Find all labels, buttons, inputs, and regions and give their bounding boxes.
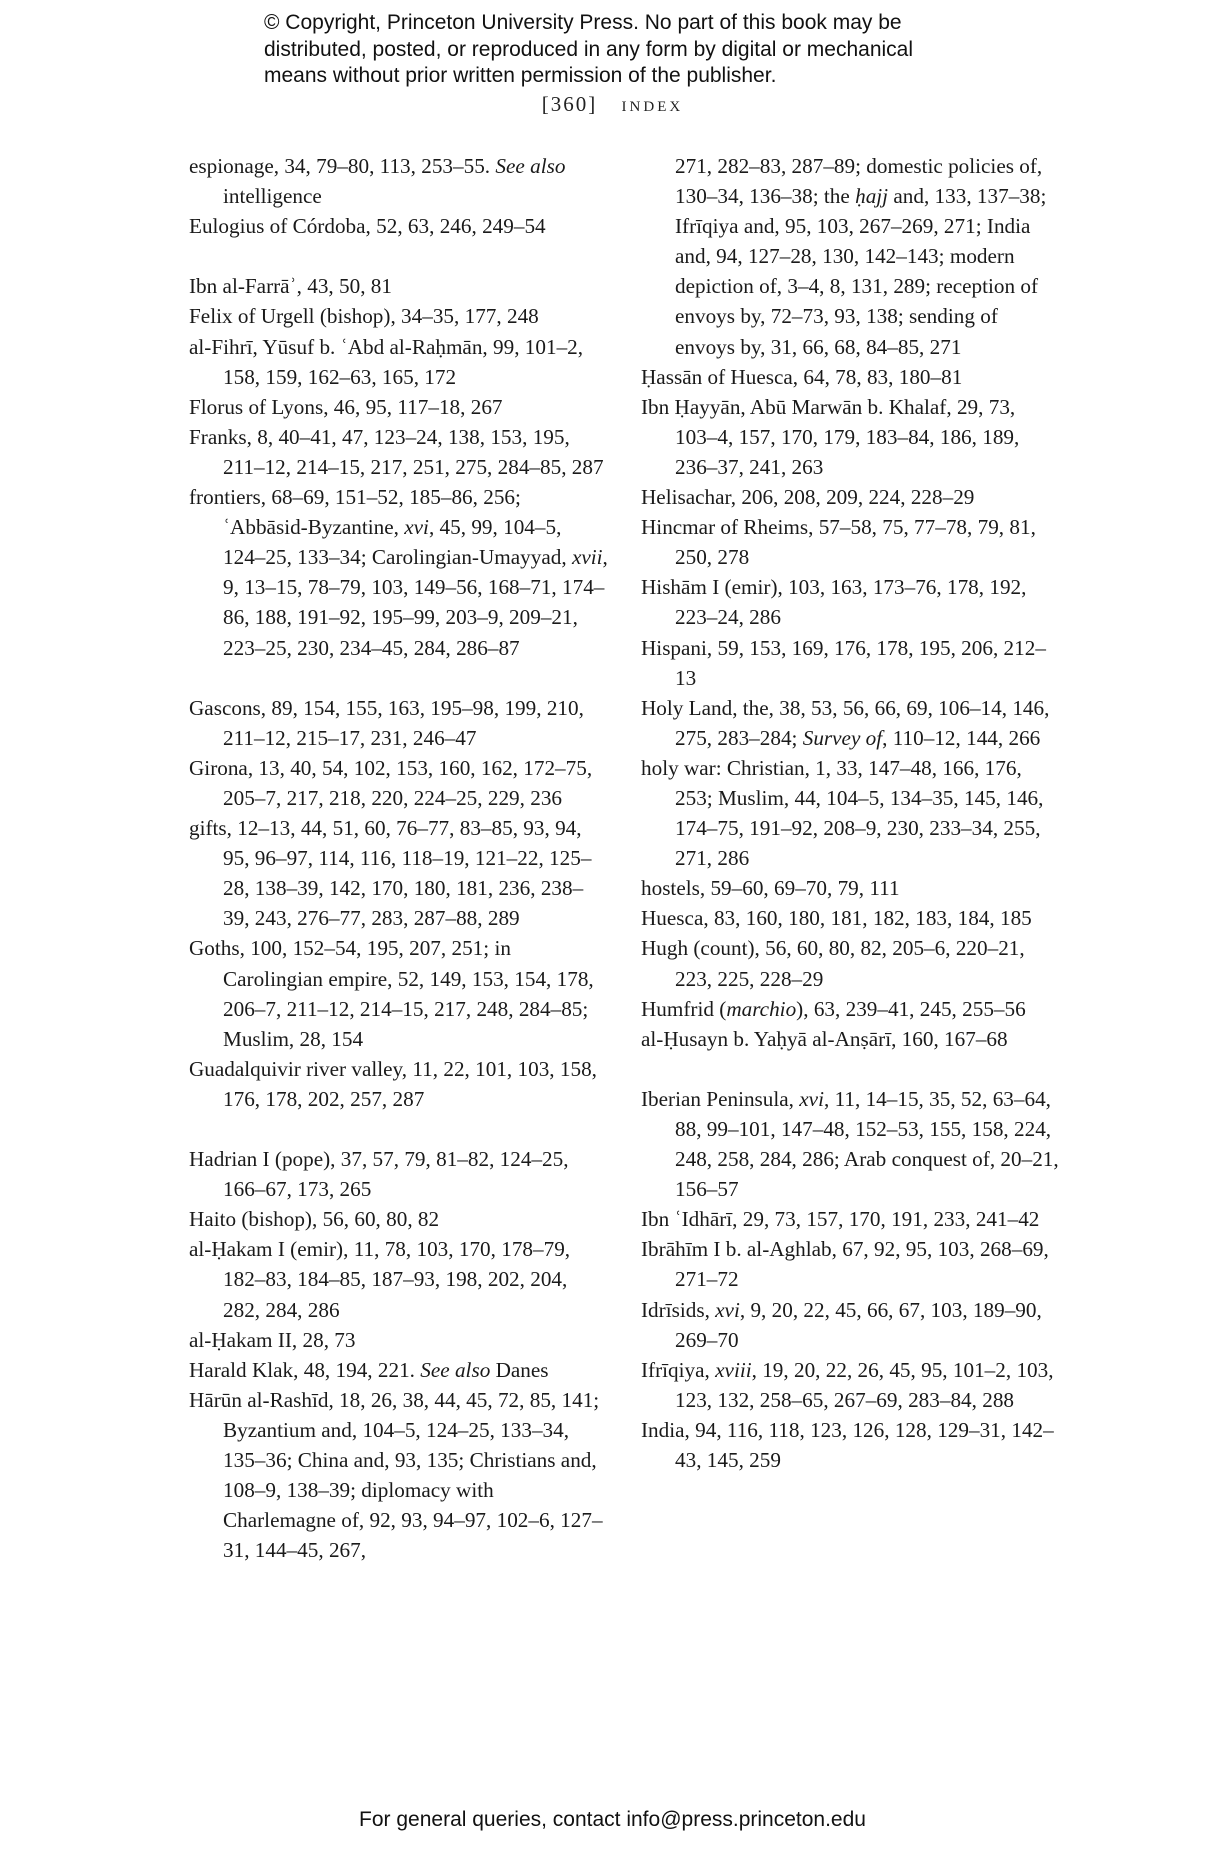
letter-group-gap <box>641 1054 1061 1084</box>
index-entry: Florus of Lyons, 46, 95, 117–18, 267 <box>189 394 503 419</box>
index-entry: Haito (bishop), 56, 60, 80, 82 <box>189 1207 440 1232</box>
index-entry: Goths, 100, 152–54, 195, 207, 251; in Carolingian empire, 52, 149, 153, 154, 178, 206–7, 211–12, 214–15, 217, 248, 284–85; Muslim, 28, 154 <box>189 936 594 1051</box>
index-entry: al-Ḥakam I (emir), 11, 78, 103, 170, 178–79, 182–83, 184–85, 187–93, 198, 202, 204, 282, 284, 286 <box>189 1237 571 1322</box>
letter-group-gap <box>189 663 609 693</box>
index-entry: Harald Klak, 48, 194, 221. See also Danes <box>189 1357 549 1382</box>
copyright-line: means without prior written permission of the publisher. <box>264 64 777 87</box>
index-entry: Gascons, 89, 154, 155, 163, 195–98, 199, 210, 211–12, 215–17, 231, 246–47 <box>189 695 584 750</box>
index-entry: hostels, 59–60, 69–70, 79, 111 <box>641 876 900 901</box>
index-entry: holy war: Christian, 1, 33, 147–48, 166, 176, 253; Muslim, 44, 104–5, 134–35, 145, 146, 174–75, 191–92, 208–9, 230, 233–34, 255, 271, 286 <box>641 755 1044 871</box>
index-entry: frontiers, 68–69, 151–52, 185–86, 256; ʿAbbāsid-Byzantine, xvi, 45, 99, 104–5, 124–25, 133–34; Carolingian-Umayyad, xvii, 9, 13–15, 78–79, 103, 149–56, 168–71, 174–86, 188, 191–92, 195–99, 203–9, 209–21, 223–25, 230, 234–45, 284, 286–87 <box>189 485 608 660</box>
copyright-line: distributed, posted, or reproduced in any form by digital or mechanical <box>264 37 914 61</box>
index-entry: Hincmar of Rheims, 57–58, 75, 77–78, 79, 81, 250, 278 <box>641 515 1036 570</box>
index-entry: Franks, 8, 40–41, 47, 123–24, 138, 153, 195, 211–12, 214–15, 217, 251, 275, 284–85, 287 <box>189 424 604 479</box>
index-column-right <box>641 151 1061 1475</box>
index-entry: Hārūn al-Rashīd, 18, 26, 38, 44, 45, 72, 85, 141; Byzantium and, 104–5, 124–25, 133–34, 135–36; China and, 93, 135; Christians and, 108–9, 138–39; diplomacy with Charlemagne of, 92, 93, 94–97, 102–6, 127–31, 144–45, 267, <box>189 1387 603 1563</box>
index-entry: Hadrian I (pope), 37, 57, 79, 81–82, 124–25, 166–67, 173, 265 <box>189 1147 569 1202</box>
index-entry: Eulogius of Córdoba, 52, 63, 246, 249–54 <box>189 214 546 239</box>
section-title: index <box>621 92 684 116</box>
index-entry: Guadalquivir river valley, 11, 22, 101, 103, 158, 176, 178, 202, 257, 287 <box>189 1056 597 1111</box>
page-number: [360] <box>541 92 598 116</box>
index-entry: al-Ḥusayn b. Yaḥyā al-Anṣārī, 160, 167–68 <box>641 1026 1008 1051</box>
index-entry: Ibn al-Farrāʾ, 43, 50, 81 <box>189 274 392 299</box>
index-entry: Girona, 13, 40, 54, 102, 153, 160, 162, 172–75, 205–7, 217, 218, 220, 224–25, 229, 236 <box>189 755 593 810</box>
running-head <box>0 92 1225 117</box>
index-entry: Iberian Peninsula, xvi, 11, 14–15, 35, 52, 63–64, 88, 99–101, 147–48, 152–53, 155, 158, 224, 248, 258, 284, 286; Arab conquest of, 20–21, 156–57 <box>641 1086 1059 1202</box>
index-entry: Ibrāhīm I b. al-Aghlab, 67, 92, 95, 103, 268–69, 271–72 <box>641 1237 1049 1292</box>
index-entry: Hugh (count), 56, 60, 80, 82, 205–6, 220–21, 223, 225, 228–29 <box>641 936 1025 991</box>
index-entry: Felix of Urgell (bishop), 34–35, 177, 248 <box>189 304 539 329</box>
index-entry: India, 94, 116, 118, 123, 126, 128, 129–31, 142–43, 145, 259 <box>641 1417 1054 1473</box>
index-entry: Humfrid (marchio), 63, 239–41, 245, 255–56 <box>641 996 1026 1021</box>
index-entry: espionage, 34, 79–80, 113, 253–55. See also intelligence <box>189 154 566 209</box>
index-entry-continuation: 271, 282–83, 287–89; domestic policies of, 130–34, 136–38; the ḥajj and, 133, 137–38; Ifrīqiya and, 95, 103, 267–269, 271; India and, 94, 127–28, 130, 142–143; modern depiction of, 3–4, 8, 131, 289; reception of envoys by, 72–73, 93, 138; sending of envoys by, 31, 66, 68, 84–85, 271 <box>675 154 1047 359</box>
copyright-line: © Copyright, Princeton University Press. No part of this book may be <box>264 11 902 34</box>
index-entry: Holy Land, the, 38, 53, 56, 66, 69, 106–14, 146, 275, 283–284; Survey of, 110–12, 144, 266 <box>641 695 1050 750</box>
index-column-left <box>189 151 609 1565</box>
footer-contact: For general queries, contact info@press.princeton.edu <box>359 1808 866 1831</box>
index-entry: Idrīsids, xvi, 9, 20, 22, 45, 66, 67, 103, 189–90, 269–70 <box>641 1297 1042 1352</box>
index-entry: Ibn Ḥayyān, Abū Marwān b. Khalaf, 29, 73, 103–4, 157, 170, 179, 183–84, 186, 189, 236–37, 241, 263 <box>641 394 1020 479</box>
index-entry: al-Ḥakam II, 28, 73 <box>189 1327 356 1352</box>
index-entry: Helisachar, 206, 208, 209, 224, 228–29 <box>641 485 975 510</box>
copyright-notice <box>264 10 1024 90</box>
index-entry: Huesca, 83, 160, 180, 181, 182, 183, 184, 185 <box>641 906 1032 931</box>
index-entry: Ifrīqiya, xviii, 19, 20, 22, 26, 45, 95, 101–2, 103, 123, 132, 258–65, 267–69, 283–84, 288 <box>641 1357 1054 1412</box>
index-entry: Hishām I (emir), 103, 163, 173–76, 178, 192, 223–24, 286 <box>641 575 1027 630</box>
index-entry: gifts, 12–13, 44, 51, 60, 76–77, 83–85, 93, 94, 95, 96–97, 114, 116, 118–19, 121–22, 125–28, 138–39, 142, 170, 180, 181, 236, 238–39, 243, 276–77, 283, 287–88, 289 <box>189 816 592 931</box>
index-entry: Ḥassān of Huesca, 64, 78, 83, 180–81 <box>641 364 963 389</box>
letter-group-gap <box>189 241 609 271</box>
index-entry: Ibn ʿIdhārī, 29, 73, 157, 170, 191, 233, 241–42 <box>641 1207 1040 1232</box>
index-entry: Hispani, 59, 153, 169, 176, 178, 195, 206, 212–13 <box>641 635 1046 690</box>
index-entry: al-Fihrī, Yūsuf b. ʿAbd al-Raḥmān, 99, 101–2, 158, 159, 162–63, 165, 172 <box>189 334 584 389</box>
letter-group-gap <box>189 1114 609 1144</box>
